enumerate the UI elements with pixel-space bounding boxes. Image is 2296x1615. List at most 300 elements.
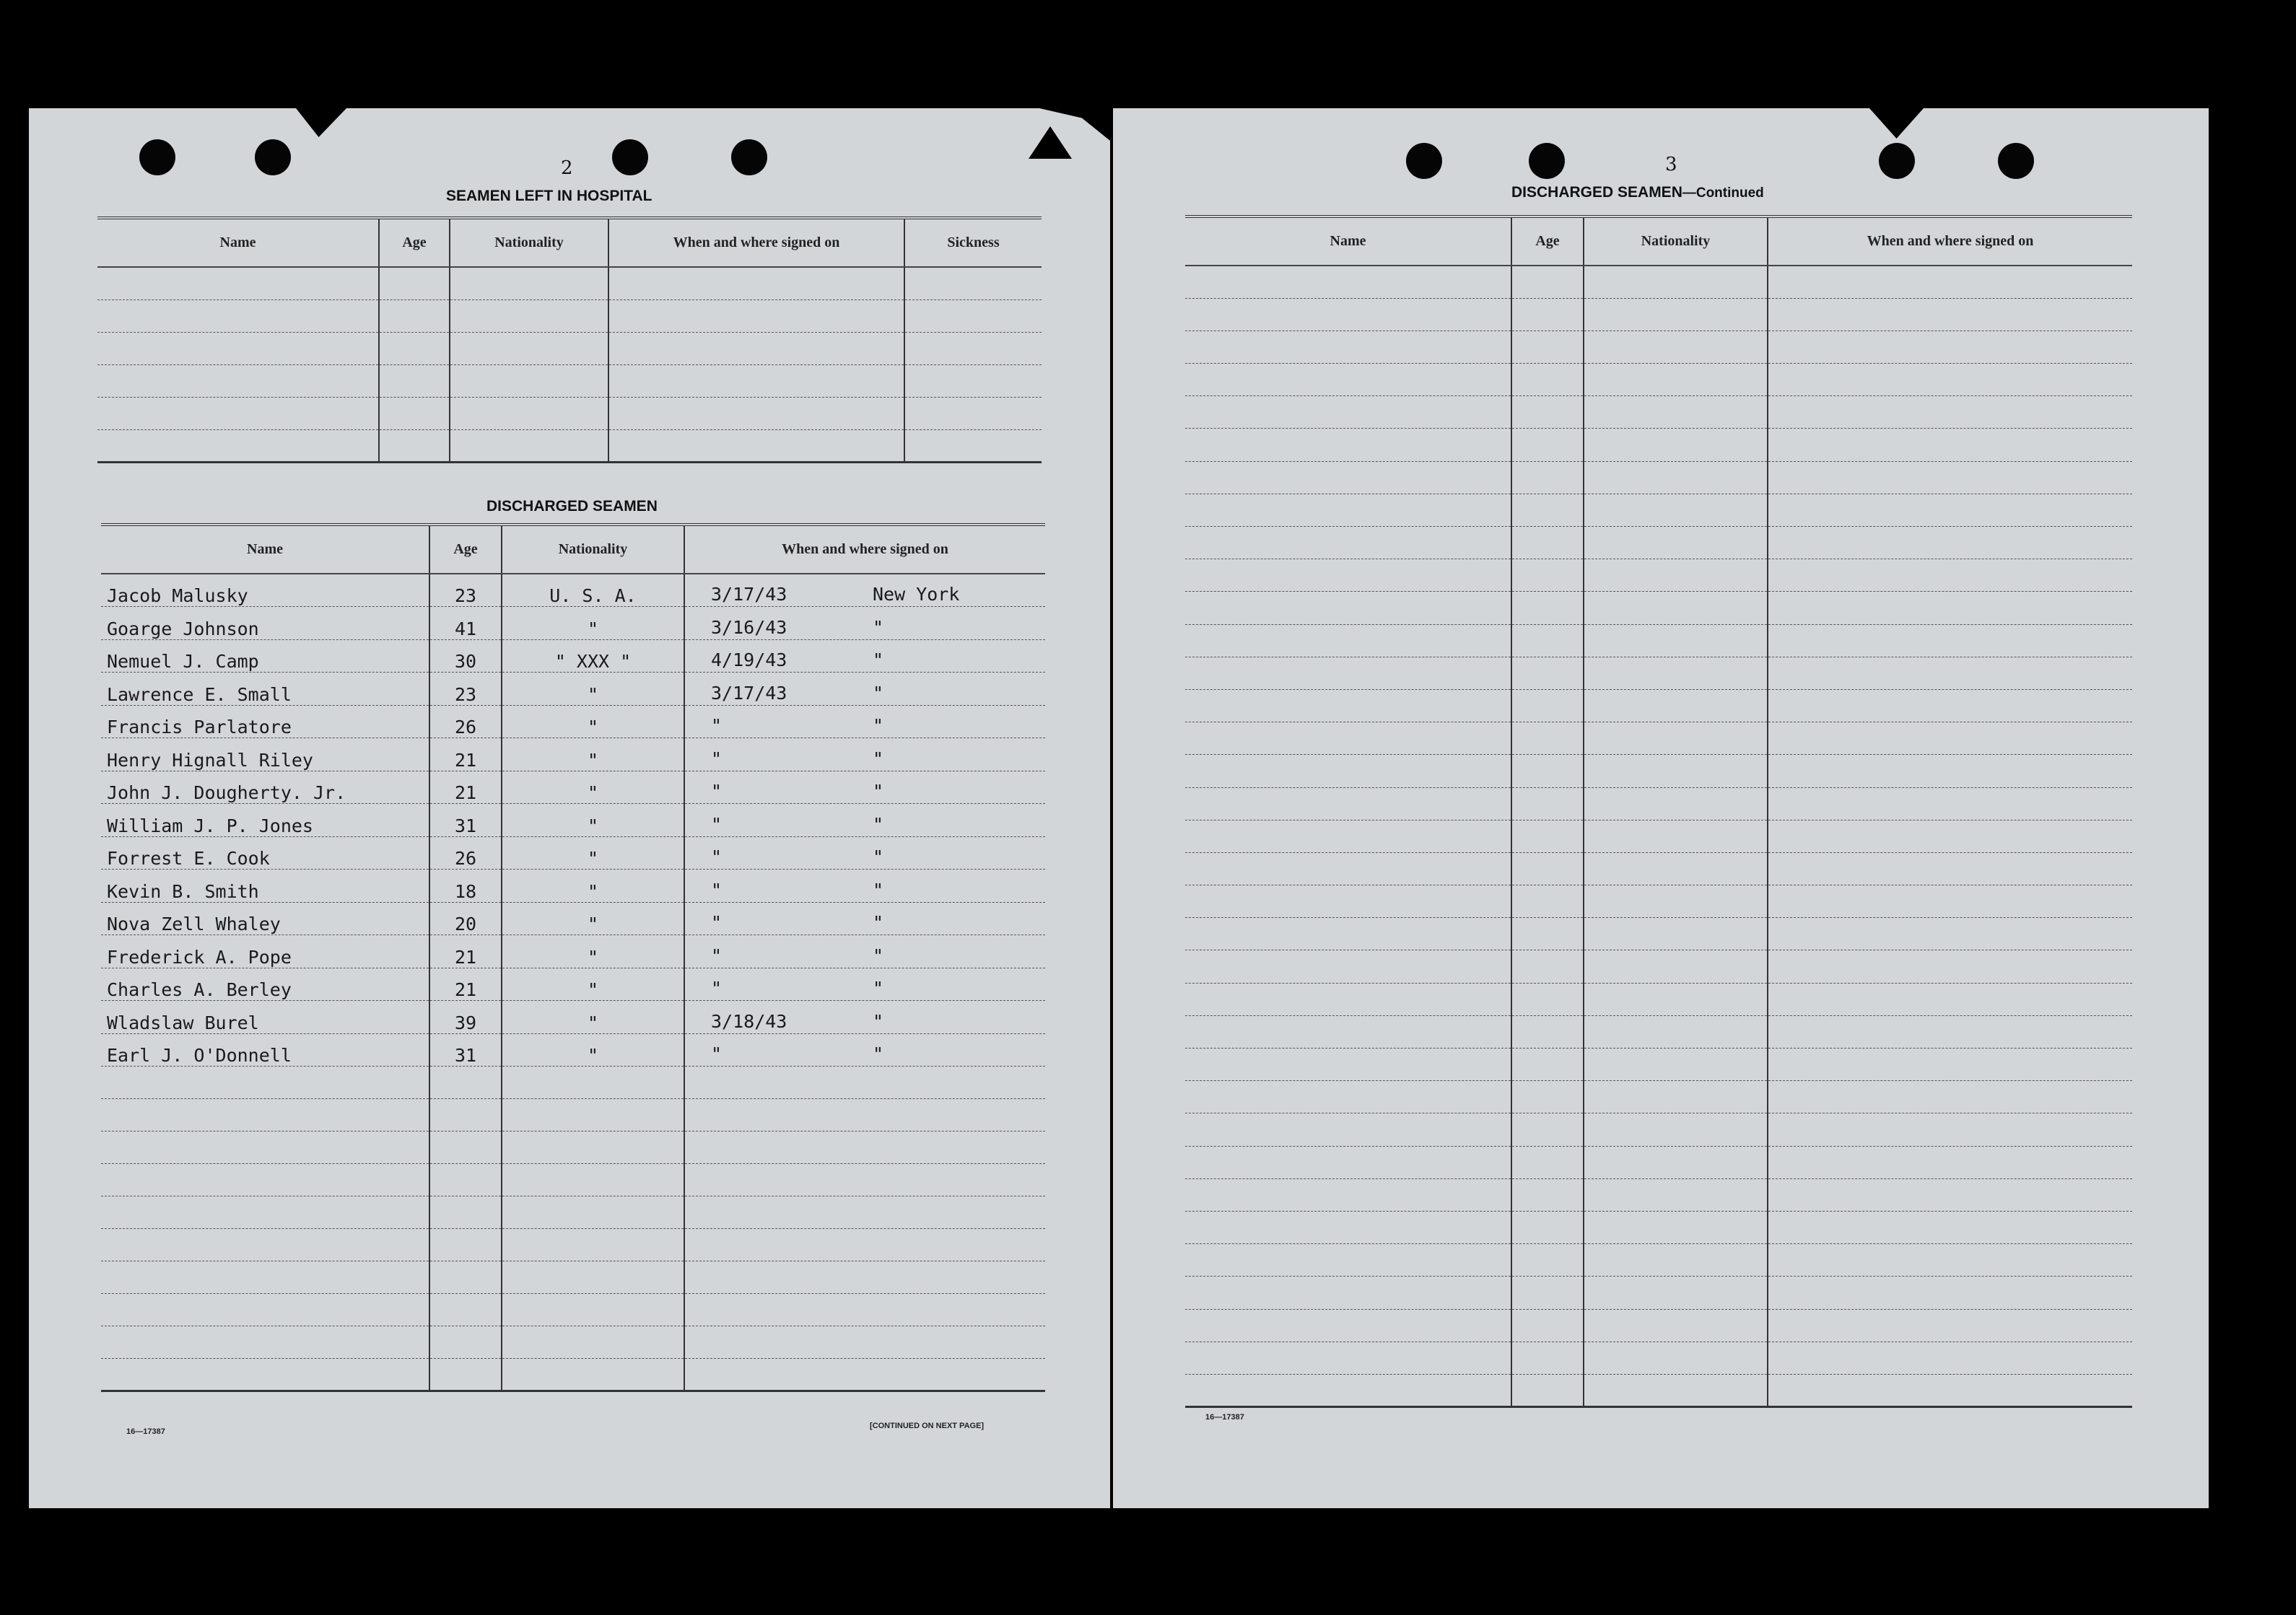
table-row: [97, 364, 1042, 397]
nationality-cell: ": [502, 705, 684, 738]
age-cell: [1511, 983, 1584, 1015]
signed-on-date: ": [711, 781, 723, 802]
table-row: [1185, 1309, 2132, 1342]
nationality-cell: ": [502, 673, 684, 706]
name-cell: [101, 1132, 429, 1164]
table-row: [101, 1326, 1045, 1359]
signed-on-place: ": [873, 781, 884, 802]
signed-on-date: ": [711, 813, 723, 835]
name-cell: [1185, 787, 1511, 820]
age-cell: 18: [429, 870, 502, 903]
name-cell: Earl J. O'Donnell: [101, 1033, 429, 1067]
col-header-age: Age: [429, 525, 502, 574]
age-cell: [1511, 1211, 1584, 1243]
when-where-cell: [684, 738, 1045, 771]
signed-on-date: ": [711, 879, 723, 901]
when-where-cell: [684, 1196, 1045, 1229]
name-cell: [1185, 852, 1511, 885]
name-cell: [1185, 1309, 1511, 1342]
age-cell: 21: [429, 935, 502, 968]
nationality-cell: [502, 1067, 684, 1099]
age-cell: [429, 1359, 502, 1391]
when-where-cell: [684, 870, 1045, 903]
table-row: [101, 705, 1045, 738]
age-cell: [1511, 755, 1584, 787]
signed-on-date: ": [711, 748, 723, 769]
table-row: [1185, 852, 2132, 885]
age-cell: 21: [429, 738, 502, 771]
age-cell: [1511, 298, 1584, 331]
when-where-cell: [1768, 1178, 2132, 1211]
age-cell: [1511, 1342, 1584, 1374]
signed-on-place: ": [873, 682, 884, 704]
name-cell: [1185, 1113, 1511, 1146]
signed-on-place: ": [873, 748, 884, 769]
name-cell: [1185, 1178, 1511, 1211]
nationality-cell: [1584, 592, 1768, 624]
table-row: [101, 1359, 1045, 1391]
age-cell: [1511, 1081, 1584, 1113]
table-row: [1185, 1178, 2132, 1211]
table-row: [101, 1261, 1045, 1294]
age-cell: 39: [429, 1001, 502, 1034]
name-cell: Charles A. Berley: [101, 968, 429, 1001]
when-where-cell: [1768, 1113, 2132, 1146]
age-cell: [1511, 1277, 1584, 1309]
nationality-cell: [1584, 527, 1768, 559]
when-where-cell: [1768, 689, 2132, 722]
table-row: [1185, 1277, 2132, 1309]
when-where-cell: [1768, 820, 2132, 852]
col-header-when-where: When and where signed on: [1768, 216, 2132, 266]
when-where-cell: [684, 1326, 1045, 1359]
table-row: [1185, 1113, 2132, 1146]
name-cell: [1185, 1081, 1511, 1113]
age-cell: 21: [429, 771, 502, 804]
table-row: [101, 1229, 1045, 1261]
name-cell: [101, 1359, 429, 1391]
signed-on-place: ": [873, 879, 884, 901]
table-row: [1185, 1015, 2132, 1048]
nationality-cell: ": [502, 836, 684, 870]
nationality-cell: [1584, 364, 1768, 396]
signed-on-place: ": [873, 813, 884, 835]
age-cell: [429, 1067, 502, 1099]
name-cell: [1185, 983, 1511, 1015]
table-row: [101, 1132, 1045, 1164]
table-row: [101, 738, 1045, 771]
nationality-cell: ": [502, 1001, 684, 1034]
age-cell: 26: [429, 836, 502, 870]
table-row: [1185, 950, 2132, 983]
table-row: [1185, 722, 2132, 755]
age-cell: [1511, 787, 1584, 820]
signed-on-date: 4/19/43: [711, 649, 787, 670]
name-cell: [1185, 559, 1511, 592]
age-cell: [1511, 1146, 1584, 1178]
nationality-cell: [1584, 852, 1768, 885]
when-where-cell: [684, 836, 1045, 870]
table-row: [1185, 1049, 2132, 1081]
when-where-cell: [684, 902, 1045, 935]
table-row: [1185, 983, 2132, 1015]
when-where-cell: [684, 607, 1045, 640]
nationality-cell: [1584, 429, 1768, 461]
nationality-cell: [1584, 918, 1768, 950]
title-main: DISCHARGED SEAMEN: [1511, 184, 1682, 201]
name-cell: [1185, 1015, 1511, 1048]
torn-edge: [1869, 108, 1924, 139]
signed-on-place: ": [873, 846, 884, 867]
name-cell: [1185, 820, 1511, 852]
nationality-cell: ": [502, 771, 684, 804]
nationality-cell: [1584, 1309, 1768, 1342]
name-cell: [1185, 689, 1511, 722]
table-row: [101, 673, 1045, 706]
when-where-cell: [1768, 559, 2132, 592]
age-cell: [1511, 950, 1584, 983]
name-cell: [1185, 755, 1511, 787]
nationality-cell: [1584, 461, 1768, 494]
name-cell: [1185, 331, 1511, 363]
signed-on-place: ": [873, 616, 884, 638]
age-cell: [429, 1326, 502, 1359]
name-cell: [101, 1164, 429, 1196]
nationality-cell: [1584, 983, 1768, 1015]
nationality-cell: [502, 1229, 684, 1261]
table-row: [101, 1001, 1045, 1034]
nationality-cell: [1584, 1277, 1768, 1309]
name-cell: [1185, 1146, 1511, 1178]
nationality-cell: [1584, 657, 1768, 689]
when-where-cell: [684, 1261, 1045, 1294]
age-cell: [1511, 1049, 1584, 1081]
name-cell: John J. Dougherty. Jr.: [101, 771, 429, 804]
nationality-cell: [1584, 494, 1768, 526]
signed-on-date: 3/16/43: [711, 616, 787, 638]
nationality-cell: [502, 1099, 684, 1132]
table-row: [1185, 1146, 2132, 1178]
name-cell: Frederick A. Pope: [101, 935, 429, 968]
table-row: [97, 299, 1042, 332]
name-cell: [101, 1294, 429, 1326]
discharged-continued-table: [1185, 215, 2132, 1408]
signed-on-date: ": [711, 715, 723, 736]
nationality-cell: [1584, 1178, 1768, 1211]
col-header-sickness: Sickness: [904, 218, 1042, 267]
torn-edge: [1029, 126, 1072, 159]
name-cell: [101, 1067, 429, 1099]
table-row: [101, 935, 1045, 968]
age-cell: 23: [429, 574, 502, 607]
age-cell: [1511, 1178, 1584, 1211]
nationality-cell: [502, 1132, 684, 1164]
page-number: 3: [1665, 154, 1677, 175]
discharged-title: DISCHARGED SEAMEN: [486, 498, 658, 515]
when-where-cell: [1768, 331, 2132, 363]
when-where-cell: [1768, 592, 2132, 624]
when-where-cell: [1768, 983, 2132, 1015]
age-cell: 21: [429, 968, 502, 1001]
table-row: [1185, 755, 2132, 787]
when-where-cell: [1768, 624, 2132, 657]
table-row: [101, 1196, 1045, 1229]
name-cell: [1185, 1374, 1511, 1406]
when-where-cell: [684, 1359, 1045, 1391]
nationality-cell: [502, 1196, 684, 1229]
nationality-cell: [502, 1359, 684, 1391]
age-cell: [1511, 396, 1584, 429]
when-where-cell: [684, 1229, 1045, 1261]
title-continued: —Continued: [1682, 185, 1764, 201]
punch-hole: [612, 139, 648, 175]
table-row: [1185, 592, 2132, 624]
nationality-cell: [1584, 266, 1768, 298]
table-row: [1185, 1342, 2132, 1374]
age-cell: [429, 1196, 502, 1229]
nationality-cell: U. S. A.: [502, 574, 684, 607]
name-cell: [1185, 624, 1511, 657]
table-row: [1185, 624, 2132, 657]
signed-on-date: 3/17/43: [711, 584, 787, 605]
when-where-cell: [684, 968, 1045, 1001]
name-cell: Goarge Johnson: [101, 607, 429, 640]
nationality-cell: [1584, 624, 1768, 657]
age-cell: [1511, 429, 1584, 461]
nationality-cell: [1584, 1146, 1768, 1178]
name-cell: William J. P. Jones: [101, 804, 429, 837]
nationality-cell: [1584, 1211, 1768, 1243]
age-cell: [1511, 331, 1584, 363]
hospital-title: SEAMEN LEFT IN HOSPITAL: [446, 188, 652, 204]
table-row: [101, 968, 1045, 1001]
table-row: [1185, 461, 2132, 494]
when-where-cell: [684, 1294, 1045, 1326]
discharged-continued-title: [1511, 184, 1764, 201]
nationality-cell: [1584, 787, 1768, 820]
age-cell: [1511, 592, 1584, 624]
table-row: [101, 574, 1045, 607]
name-cell: [1185, 461, 1511, 494]
nationality-cell: [502, 1164, 684, 1196]
name-cell: [1185, 298, 1511, 331]
age-cell: [1511, 1374, 1584, 1406]
name-cell: Henry Hignall Riley: [101, 738, 429, 771]
table-row: [101, 639, 1045, 673]
when-where-cell: [684, 935, 1045, 968]
nationality-cell: [1584, 820, 1768, 852]
table-row: [97, 397, 1042, 429]
when-where-cell: [1768, 266, 2132, 298]
age-cell: [1511, 689, 1584, 722]
when-where-cell: [1768, 722, 2132, 755]
col-header-nationality: Nationality: [502, 525, 684, 574]
when-where-cell: [1768, 1244, 2132, 1277]
when-where-cell: [1768, 461, 2132, 494]
name-cell: [1185, 592, 1511, 624]
nationality-cell: [1584, 689, 1768, 722]
when-where-cell: [1768, 527, 2132, 559]
table-row: [101, 771, 1045, 804]
table-row: [1185, 1374, 2132, 1406]
nationality-cell: [502, 1261, 684, 1294]
punch-hole: [731, 139, 767, 175]
nationality-cell: [502, 1326, 684, 1359]
table-row: [1185, 657, 2132, 689]
age-cell: [429, 1229, 502, 1261]
table-row: [101, 870, 1045, 903]
table-row: [1185, 266, 2132, 298]
signed-on-place: ": [873, 978, 884, 999]
name-cell: [1185, 657, 1511, 689]
table-row: [101, 1033, 1045, 1067]
table-row: [101, 1294, 1045, 1326]
name-cell: Lawrence E. Small: [101, 673, 429, 706]
when-where-cell: [684, 1067, 1045, 1099]
nationality-cell: [1584, 559, 1768, 592]
when-where-cell: [1768, 950, 2132, 983]
age-cell: [1511, 852, 1584, 885]
table-row: [1185, 820, 2132, 852]
nationality-cell: " XXX ": [502, 639, 684, 673]
name-cell: [1185, 1049, 1511, 1081]
signed-on-place: ": [873, 945, 884, 966]
torn-edge: [296, 108, 346, 137]
nationality-cell: [1584, 1113, 1768, 1146]
table-row: [101, 1164, 1045, 1196]
nationality-cell: [1584, 1374, 1768, 1406]
left-page: [29, 108, 1110, 1508]
signed-on-place: ": [873, 1010, 884, 1032]
age-cell: [1511, 1309, 1584, 1342]
age-cell: 23: [429, 673, 502, 706]
col-header-when-where: When and where signed on: [684, 525, 1045, 574]
when-where-cell: [684, 1001, 1045, 1034]
name-cell: Nova Zell Whaley: [101, 902, 429, 935]
punch-hole: [139, 139, 175, 175]
name-cell: Nemuel J. Camp: [101, 639, 429, 673]
when-where-cell: [1768, 1049, 2132, 1081]
name-cell: [101, 1196, 429, 1229]
when-where-cell: [1768, 755, 2132, 787]
signed-on-date: 3/18/43: [711, 1010, 787, 1032]
when-where-cell: [684, 639, 1045, 673]
nationality-cell: [1584, 885, 1768, 918]
signed-on-date: ": [711, 846, 723, 867]
when-where-cell: [1768, 364, 2132, 396]
col-header-age: Age: [379, 218, 450, 267]
when-where-cell: [1768, 1211, 2132, 1243]
continued-note: [CONTINUED ON NEXT PAGE]: [870, 1422, 985, 1430]
table-row: [1185, 918, 2132, 950]
when-where-cell: [684, 673, 1045, 706]
punch-hole: [1998, 143, 2034, 179]
nationality-cell: [1584, 396, 1768, 429]
age-cell: [1511, 364, 1584, 396]
col-header-when-where: When and where signed on: [608, 218, 904, 267]
name-cell: [1185, 266, 1511, 298]
discharged-table: [101, 523, 1045, 1392]
col-header-age: Age: [1511, 216, 1584, 266]
signed-on-place: ": [873, 649, 884, 670]
name-cell: [1185, 396, 1511, 429]
nationality-cell: ": [502, 607, 684, 640]
table-row: [1185, 1081, 2132, 1113]
table-row: [101, 1099, 1045, 1132]
signed-on-date: ": [711, 978, 723, 999]
when-where-cell: [684, 1164, 1045, 1196]
signed-on-date: 3/17/43: [711, 682, 787, 704]
nationality-cell: ": [502, 870, 684, 903]
when-where-cell: [684, 705, 1045, 738]
name-cell: [1185, 527, 1511, 559]
form-number: 16—17387: [1205, 1413, 1244, 1422]
name-cell: [1185, 429, 1511, 461]
name-cell: [1185, 494, 1511, 526]
when-where-cell: [1768, 396, 2132, 429]
nationality-cell: ": [502, 738, 684, 771]
nationality-cell: [1584, 950, 1768, 983]
age-cell: [429, 1164, 502, 1196]
name-cell: [1185, 722, 1511, 755]
nationality-cell: [1584, 1049, 1768, 1081]
hospital-table: [97, 216, 1042, 463]
when-where-cell: [684, 574, 1045, 607]
when-where-cell: [1768, 787, 2132, 820]
when-where-cell: [684, 1132, 1045, 1164]
when-where-cell: [1768, 1146, 2132, 1178]
col-header-name: Name: [1185, 216, 1511, 266]
when-where-cell: [1768, 852, 2132, 885]
table-row: [101, 804, 1045, 837]
when-where-cell: [1768, 1015, 2132, 1048]
signed-on-date: ": [711, 912, 723, 933]
signed-on-place: ": [873, 1043, 884, 1064]
when-where-cell: [684, 771, 1045, 804]
col-header-name: Name: [101, 525, 429, 574]
punch-hole: [1879, 143, 1915, 179]
signed-on-date: ": [711, 945, 723, 966]
table-row: [1185, 298, 2132, 331]
name-cell: [101, 1229, 429, 1261]
nationality-cell: ": [502, 968, 684, 1001]
table-row: [1185, 689, 2132, 722]
age-cell: [1511, 624, 1584, 657]
when-where-cell: [1768, 429, 2132, 461]
table-row: [1185, 559, 2132, 592]
name-cell: [1185, 1211, 1511, 1243]
nationality-cell: [1584, 331, 1768, 363]
age-cell: 31: [429, 804, 502, 837]
age-cell: 31: [429, 1033, 502, 1067]
age-cell: [1511, 918, 1584, 950]
age-cell: [429, 1132, 502, 1164]
when-where-cell: [1768, 918, 2132, 950]
age-cell: [1511, 1015, 1584, 1048]
when-where-cell: [1768, 657, 2132, 689]
nationality-cell: ": [502, 902, 684, 935]
when-where-cell: [1768, 1374, 2132, 1406]
nationality-cell: [1584, 755, 1768, 787]
age-cell: [429, 1294, 502, 1326]
punch-hole: [1406, 143, 1442, 179]
name-cell: Jacob Malusky: [101, 574, 429, 607]
name-cell: [1185, 950, 1511, 983]
table-row: [101, 607, 1045, 640]
age-cell: 41: [429, 607, 502, 640]
when-where-cell: [684, 1099, 1045, 1132]
nationality-cell: ": [502, 935, 684, 968]
